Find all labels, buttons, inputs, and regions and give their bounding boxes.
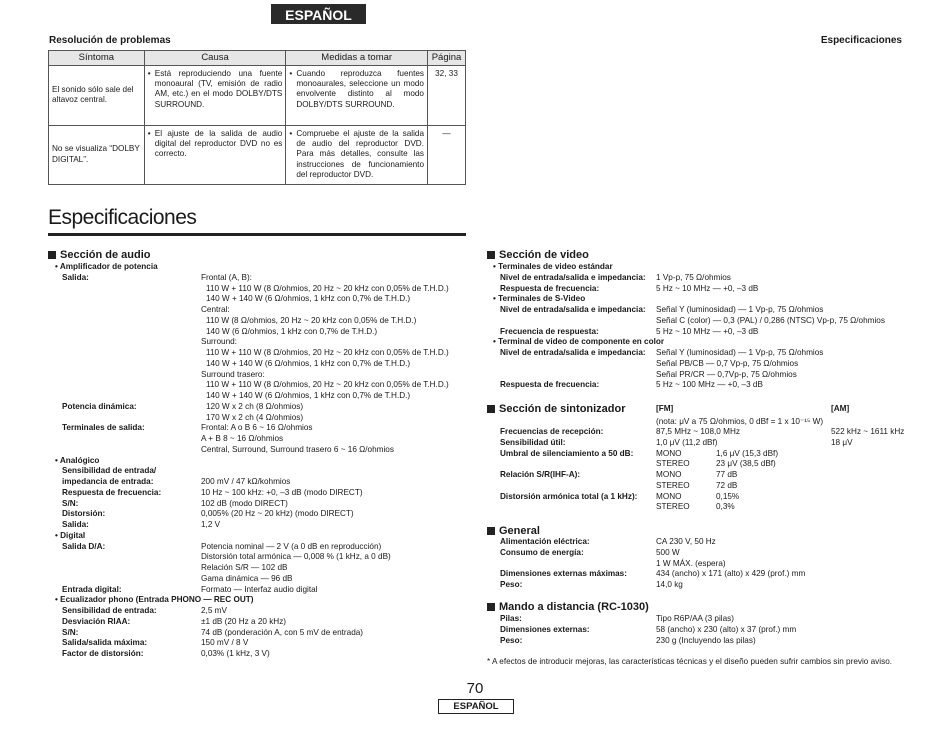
square-bullet-icon: [48, 251, 56, 259]
spec-value: 10 Hz ~ 100 kHz: +0, –3 dB (modo DIRECT): [201, 487, 363, 497]
spec-value: A + B 8 ~ 16 Ω/ohmios: [201, 434, 284, 443]
spec-label: • Terminal de video de componente en color: [493, 337, 665, 347]
spec-label: Respuesta de frecuencia:: [500, 380, 600, 390]
spec-value: 23 μV (38,5 dBf): [716, 459, 776, 469]
spec-value: STEREO: [656, 459, 690, 469]
spec-value: 0,3%: [716, 502, 735, 512]
tuner-section-heading: Sección de sintonizador: [487, 403, 626, 415]
spec-label: Sensibilidad útil:: [500, 437, 566, 447]
spec-label: Respuesta de frecuencia:: [62, 487, 162, 497]
table-row: [49, 126, 466, 185]
spec-label: Nivel de entrada/salida e impedancia:: [500, 305, 646, 314]
spec-label: S/N:: [62, 498, 79, 508]
spec-value: MONO: [656, 470, 682, 479]
spec-value: 77 dB: [716, 470, 738, 479]
spec-value: 18 μV: [831, 437, 853, 447]
symptom-cell: El sonido sólo sale del altavoz central.: [49, 66, 145, 126]
spec-label: • Ecualizador phono (Entrada PHONO — REC OUT): [55, 595, 254, 605]
spec-label: Frecuencia de respuesta:: [500, 326, 599, 336]
spec-label: S/N:: [62, 627, 79, 637]
action-cell: • Compruebe el ajuste de la salida de audio del reproductor DVD. Para más detalles, consulte las instrucciones de funcionamiento del reproductor DVD.: [286, 126, 428, 185]
spec-label: Terminales de salida:: [62, 423, 145, 433]
spec-value: Frontal: A o B 6 ~ 16 Ω/ohmios: [201, 423, 313, 433]
symptom-cell: No se visualiza “DOLBY DIGITAL”.: [49, 126, 145, 185]
spec-value: MONO: [656, 491, 682, 501]
spec-label: Entrada digital:: [62, 584, 122, 594]
square-bullet-icon: [487, 405, 495, 413]
remote-section-heading: Mando a distancia (RC-1030): [487, 601, 649, 613]
spec-label: Peso:: [500, 580, 523, 589]
spec-value: Señal Y (luminosidad) — 1 Vp-p, 75 Ω/ohmios: [656, 305, 824, 314]
spec-label: Respuesta de frecuencia:: [500, 283, 600, 293]
spec-value: 522 kHz ~ 1611 kHz: [831, 427, 905, 436]
spec-label: Peso:: [500, 635, 523, 645]
spec-label: Nivel de entrada/salida e impedancia:: [500, 272, 646, 282]
spec-label: Salida:: [62, 520, 89, 529]
table-header-row: [49, 51, 466, 66]
spec-value: 1 W MÁX. (espera): [656, 558, 726, 568]
spec-value: 150 mV / 8 V: [201, 638, 249, 648]
spec-label: • Terminales de S-Video: [493, 294, 586, 304]
spec-value: 110 W (8 Ω/ohmios, 20 Hz ~ 20 kHz con 0,05% de T.H.D.): [206, 315, 417, 325]
spec-value: 14,0 kg: [656, 580, 683, 589]
spec-label: • Terminales de video estándar: [493, 262, 613, 271]
spec-value: 230 g (Incluyendo las pilas): [656, 635, 756, 645]
page-cell: —: [428, 126, 466, 185]
spec-value: Señal C (color) — 0,3 (PAL) / 0,286 (NTSC) Vp-p, 75 Ω/ohmios: [656, 315, 885, 325]
spec-value: 434 (ancho) x 171 (alto) x 429 (prof.) mm: [656, 569, 806, 579]
spec-value: ±1 dB (20 Hz a 20 kHz): [201, 616, 287, 626]
column-header-page: Página: [428, 51, 466, 66]
fm-label: [FM]: [656, 404, 674, 413]
spec-value: 0,03% (1 kHz, 3 V): [201, 649, 270, 658]
cause-cell: • Está reproduciendo una fuente monoaural (TV, emisión de radio AM, etc.) en el modo DOLBY/DTS SURROUND.: [144, 66, 286, 126]
table-row: [49, 66, 466, 126]
spec-value: STEREO: [656, 502, 690, 512]
spec-value: 58 (ancho) x 230 (alto) x 37 (prof.) mm: [656, 624, 797, 634]
specifications-heading: Especificaciones: [820, 35, 902, 46]
spec-value: 110 W + 110 W (8 Ω/ohmios, 20 Hz ~ 20 kHz con 0,05% de T.H.D.): [206, 380, 449, 390]
tuner-note: (nota: μV a 75 Ω/ohmios, 0 dBf = 1 x 10⁻¹⁵ W): [656, 417, 824, 426]
spec-value: Señal Y (luminosidad) — 1 Vp-p, 75 Ω/ohmios: [656, 348, 824, 357]
footer-language-label: ESPAÑOL: [438, 699, 514, 714]
spec-label: Relación S/R(IHF-A):: [500, 470, 581, 479]
audio-section-heading: Sección de audio: [48, 249, 150, 261]
spec-value: 0,15%: [716, 491, 740, 501]
spec-value: Central:: [201, 305, 230, 314]
spec-value: 2,5 mV: [201, 606, 227, 615]
spec-label: • Analógico: [55, 455, 100, 465]
column-header-symptom: Síntoma: [49, 51, 145, 66]
spec-value: 0,005% (20 Hz ~ 20 kHz) (modo DIRECT): [201, 509, 354, 519]
spec-label: Sensibilidad de entrada/: [62, 466, 157, 476]
spec-label: Dimensiones externas máximas:: [500, 569, 627, 579]
spec-label: • Digital: [55, 530, 86, 540]
spec-label: Potencia dinámica:: [62, 401, 137, 411]
spec-value: 1,6 μV (15,3 dBf): [716, 448, 779, 458]
spec-value: Señal PB/CB — 0,7 Vp-p, 75 Ω/ohmios: [656, 358, 799, 368]
spec-value: Formato — Interfaz audio digital: [201, 584, 318, 594]
spec-value: Central, Surround, Surround trasero 6 ~ 16 Ω/ohmios: [201, 444, 394, 454]
spec-value: 140 W (6 Ω/ohmios, 1 kHz con 0,7% de T.H.D.): [206, 326, 378, 336]
spec-value: 120 W x 2 ch (8 Ω/ohmios): [206, 401, 304, 411]
square-bullet-icon: [487, 603, 495, 611]
spec-label: Salida D/A:: [62, 541, 106, 551]
page-title: Especificaciones: [48, 206, 197, 229]
spec-value: 72 dB: [716, 480, 738, 490]
spec-label: impedancia de entrada:: [62, 477, 154, 486]
spec-value: Frontal (A, B):: [201, 272, 252, 282]
spec-value: 110 W + 110 W (8 Ω/ohmios, 20 Hz ~ 20 kHz con 0,05% de T.H.D.): [206, 283, 449, 293]
spec-label: Salida:: [62, 272, 89, 282]
spec-label: Distorsión armónica total (a 1 kHz):: [500, 491, 638, 501]
spec-label: Umbral de silenciamiento a 50 dB:: [500, 448, 634, 458]
spec-value: STEREO: [656, 480, 690, 490]
square-bullet-icon: [487, 527, 495, 535]
square-bullet-icon: [487, 251, 495, 259]
spec-value: Tipo R6P/AA (3 pilas): [656, 614, 734, 623]
spec-value: MONO: [656, 448, 682, 458]
column-header-action: Medidas a tomar: [286, 51, 428, 66]
troubleshooting-table: [48, 50, 466, 185]
spec-value: 87,5 MHz ~ 108,0 MHz: [656, 427, 740, 436]
action-cell: • Cuando reproduzca fuentes monoaurales, seleccione un modo envolvente distinto al modo DOLBY/DTS SURROUND.: [286, 66, 428, 126]
page-cell: 32, 33: [428, 66, 466, 126]
spec-value: 200 mV / 47 kΩ/kohmios: [201, 477, 291, 486]
spec-label: Sensibilidad de entrada:: [62, 606, 157, 615]
spec-value: CA 230 V, 50 Hz: [656, 537, 716, 546]
video-section-heading: Sección de video: [487, 249, 589, 261]
troubleshooting-heading: Resolución de problemas: [49, 35, 171, 46]
cause-cell: • El ajuste de la salida de audio digital del reproductor DVD no es correcto.: [144, 126, 286, 185]
spec-label: Nivel de entrada/salida e impedancia:: [500, 348, 646, 357]
spec-label: Desviación RIAA:: [62, 616, 131, 626]
spec-label: Dimensiones externas:: [500, 624, 590, 634]
spec-value: Potencia nominal — 2 V (a 0 dB en reproducción): [201, 541, 382, 551]
spec-value: Gama dinámica — 96 dB: [201, 573, 293, 583]
spec-label: Salida/salida máxima:: [62, 638, 148, 648]
spec-label: Distorsión:: [62, 509, 106, 519]
spec-value: 1,2 V: [201, 520, 221, 529]
spec-value: 1,0 μV (11,2 dBf): [656, 437, 718, 447]
spec-label: Consumo de energía:: [500, 547, 584, 557]
spec-value: Surround trasero:: [201, 369, 265, 379]
am-label: [AM]: [831, 404, 850, 413]
page-number: 70: [466, 680, 484, 697]
spec-value: 140 W + 140 W (6 Ω/ohmios, 1 kHz con 0,7% de T.H.D.): [206, 358, 411, 368]
spec-value: Surround:: [201, 337, 237, 347]
spec-value: 110 W + 110 W (8 Ω/ohmios, 20 Hz ~ 20 kHz con 0,05% de T.H.D.): [206, 348, 449, 357]
spec-value: 102 dB (modo DIRECT): [201, 498, 288, 508]
spec-label: Alimentación eléctrica:: [500, 537, 590, 546]
spec-value: 74 dB (ponderación A, con 5 mV de entrada): [201, 627, 364, 637]
spec-value: Distorsión total armónica — 0,008 % (1 kHz, a 0 dB): [201, 552, 391, 562]
spec-value: 5 Hz ~ 10 MHz — +0, –3 dB: [656, 283, 759, 293]
spec-value: 170 W x 2 ch (4 Ω/ohmios): [206, 412, 304, 422]
spec-value: 140 W + 140 W (6 Ω/ohmios, 1 kHz con 0,7% de T.H.D.): [206, 294, 411, 304]
spec-value: 1 Vp-p, 75 Ω/ohmios: [656, 272, 731, 282]
language-tab: ESPAÑOL: [271, 4, 366, 24]
general-section-heading: General: [487, 525, 540, 537]
spec-value: Señal PR/CR — 0,7Vp-p, 75 Ω/ohmios: [656, 369, 797, 379]
spec-label: • Amplificador de potencia: [55, 262, 158, 271]
spec-value: Relación S/R — 102 dB: [201, 563, 288, 572]
footnote: * A efectos de introducir mejoras, las características técnicas y el diseño pueden sufrir cambios sin previo aviso.: [487, 657, 893, 666]
column-header-cause: Causa: [144, 51, 286, 66]
spec-label: Factor de distorsión:: [62, 649, 144, 658]
spec-value: 500 W: [656, 547, 680, 557]
title-divider: [48, 233, 466, 236]
spec-value: 5 Hz ~ 10 MHz — +0, –3 dB: [656, 326, 759, 336]
spec-label: Pilas:: [500, 614, 522, 623]
spec-value: 140 W + 140 W (6 Ω/ohmios, 1 kHz con 0,7% de T.H.D.): [206, 391, 411, 400]
spec-value: 5 Hz ~ 100 MHz — +0, –3 dB: [656, 380, 763, 390]
spec-label: Frecuencias de recepción:: [500, 427, 604, 436]
